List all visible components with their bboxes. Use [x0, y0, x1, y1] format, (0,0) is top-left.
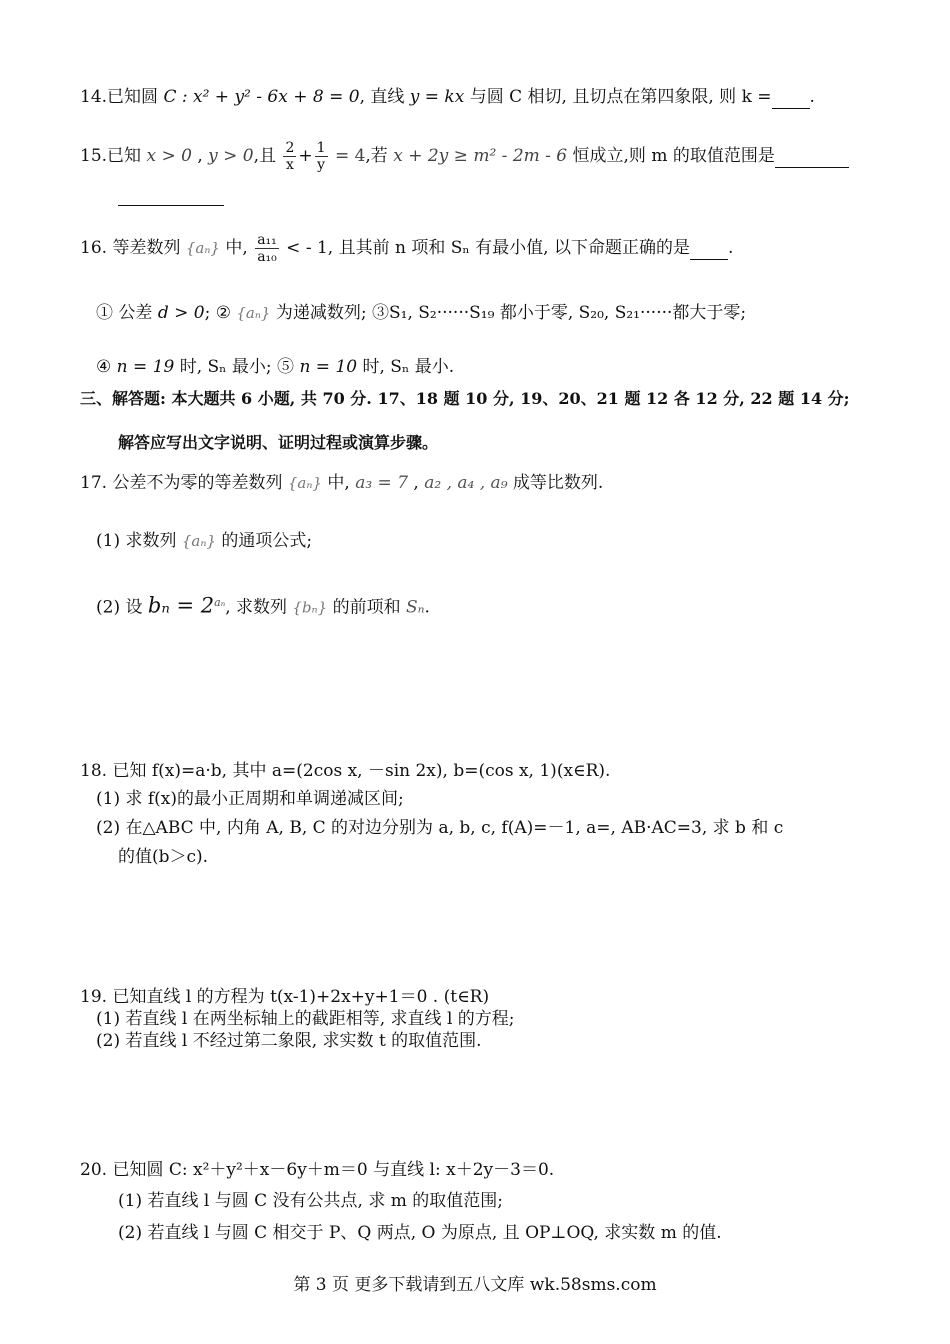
question-18-part-2: (2) 在△ABC 中, 内角 A, B, C 的对边分别为 a, b, c, f(A)=－1, a=, AB·AC=3, 求 b 和 c [96, 818, 784, 838]
page-footer: 第 3 页 更多下载请到五八文库 wk.58sms.com [293, 1275, 657, 1295]
question-20-part-1: (1) 若直线 l 与圆 C 没有公共点, 求 m 的取值范围; [118, 1191, 504, 1211]
question-16-options-2: ④ n = 19 时, Sₙ 最小; ⑤ n = 10 时, Sₙ 最小. [96, 357, 455, 377]
question-19: 19. 已知直线 l 的方程为 t(x-1)+2x+y+1＝0 . (t∈R) [80, 987, 490, 1007]
answer-blank [772, 86, 810, 109]
question-17-part-2: (2) 设 $b_n = 2^{a_n}$, 求数列 {bₙ} 的前项和 Sₙ. [96, 593, 430, 618]
question-20-part-2: (2) 若直线 l 与圆 C 相交于 P、Q 两点, O 为原点, 且 OP⊥OQ, 求实数 m 的值. [118, 1223, 722, 1243]
section-3-instruction: 解答应写出文字说明、证明过程或演算步骤。 [118, 433, 439, 452]
question-17: 17. 公差不为零的等差数列 {aₙ} 中, a₃ = 7 , a₂ , a₄ , a₉ 成等比数列. [80, 473, 604, 493]
fraction-2-over-x: $\frac{2}{x}$ [285, 140, 295, 173]
line-equation: y = kx [409, 87, 465, 107]
answer-blank [775, 145, 849, 168]
section-3-title: 三、解答题: 本大题共 6 小题, 共 70 分. 17、18 题 10 分, 19、20、21 题 12 各 12 分, 22 题 14 分; [80, 389, 850, 408]
question-16-options-1: ① 公差 d > 0; ② {aₙ} 为递减数列; ③S₁, S₂······S₁₉ 都小于零, S₂₀, S₂₁······都大于零; [96, 303, 747, 323]
circle-equation: C : x² + y² - 6x + 8 = 0 [163, 87, 360, 107]
question-16: 16. 等差数列 {aₙ} 中, $\frac{\text{a₁₁}}{\text{a₁₀}}$ < - 1, 且其前 n 项和 Sₙ 有最小值, 以下命题正确的是 . [80, 232, 734, 265]
question-14: 14.已知圆 C : x² + y² - 6x + 8 = 0, 直线 y = kx 与圆 C 相切, 且切点在第四象限, 则 k = . [80, 87, 815, 107]
answer-blank-continued [118, 205, 224, 206]
question-20: 20. 已知圆 C: x²＋y²＋x－6y＋m＝0 与直线 l: x＋2y－3＝0. [80, 1160, 555, 1180]
fraction-1-over-y: $\frac{1}{y}$ [316, 140, 326, 173]
answer-blank [690, 237, 728, 260]
question-19-part-1: (1) 若直线 l 在两坐标轴上的截距相等, 求直线 l 的方程; [96, 1009, 515, 1029]
question-19-part-2: (2) 若直线 l 不经过第二象限, 求实数 t 的取值范围. [96, 1031, 482, 1051]
question-17-part-1: (1) 求数列 {aₙ} 的通项公式; [96, 531, 313, 551]
question-15: 15.已知 x > 0 , y > 0,且 $\frac{2}{x}$ + $\frac{1}{y}$ = 4,若 x + 2y ≥ m² - 2m - 6 恒成立,则 m 的取值范围是 [80, 140, 849, 173]
question-18-part-1: (1) 求 f(x)的最小正周期和单调递减区间; [96, 789, 404, 809]
question-18: 18. 已知 f(x)=a·b, 其中 a=(2cos x, －sin 2x), b=(cos x, 1)(x∈R). [80, 761, 611, 781]
question-18-part-2-cont: 的值(b＞c). [118, 847, 209, 867]
fraction-a11-over-a10: $\frac{\text{a₁₁}}{\text{a₁₀}}$ [257, 232, 277, 265]
